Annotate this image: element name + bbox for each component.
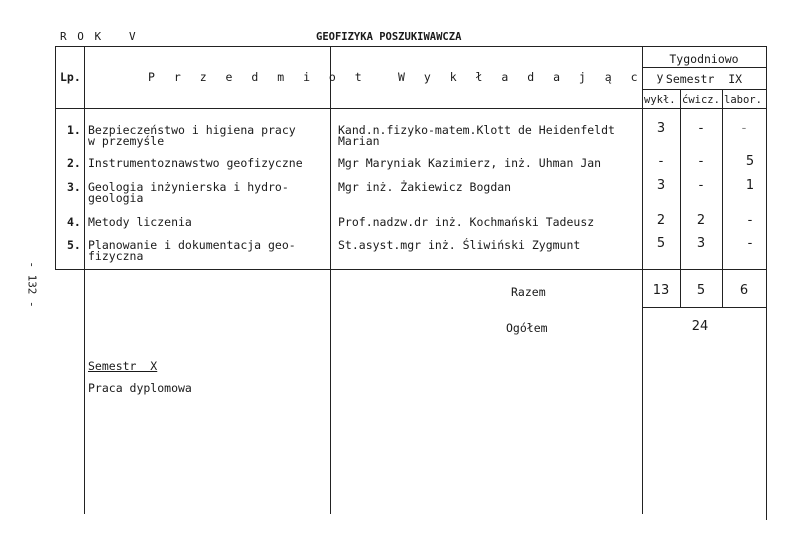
year-label: R O K V — [60, 30, 138, 43]
row-labs: - — [747, 236, 753, 251]
row-subject: Metody liczenia — [88, 215, 192, 229]
row-lecturer: Mgr inż. Żakiewicz Bogdan — [338, 180, 512, 194]
ogolem-label: Ogółem — [506, 321, 548, 335]
rows-bottom-border — [55, 269, 766, 270]
page-number: - 132 - — [25, 261, 39, 308]
row-lectures: 2 — [656, 213, 666, 228]
subject-column-divider — [330, 46, 331, 514]
weekly-divider — [642, 67, 766, 68]
row-exercises: - — [698, 121, 704, 136]
row-subject: Planowanie i dokumentacja geo- — [88, 238, 296, 252]
row-subject: Instrumentoznawstwo geofizyczne — [88, 156, 303, 170]
row-lectures: 3 — [656, 178, 666, 193]
row-lectures: - — [658, 154, 664, 169]
row-subject-cont: w przemyśle — [88, 134, 165, 148]
row-lectures: 5 — [656, 236, 666, 251]
table-top-border — [55, 46, 766, 47]
row-subject: Bezpieczeństwo i higiena pracy — [88, 123, 296, 137]
semester-header: Semestr IX — [665, 72, 743, 86]
lp-column-divider — [84, 46, 85, 514]
row-labs: - — [741, 121, 747, 136]
razem-bottom-border — [642, 307, 766, 308]
row-lecturer: Kand.n.fizyko-matem.Klott de Heidenfeldt — [338, 123, 615, 137]
razem-labs: 6 — [739, 283, 749, 298]
row-lecturer-cont: Marian — [338, 134, 380, 148]
row-subject-cont: geologia — [88, 191, 144, 205]
razem-lectures: 13 — [652, 283, 670, 298]
row-labs: 1 — [745, 178, 755, 193]
lecturer-column-divider — [642, 46, 643, 514]
weekly-header: Tygodniowo — [669, 52, 739, 66]
row-lp: 5. — [67, 238, 81, 252]
row-lp: 4. — [67, 215, 81, 229]
lp-header: Lp. — [60, 70, 81, 84]
row-exercises: 2 — [696, 213, 706, 228]
semester-x-title: Semestr X — [88, 359, 158, 373]
subject-header: P r z e d m i o t — [148, 70, 368, 84]
lectures-header: wykł. — [644, 94, 676, 106]
document-title: GEOFIZYKA POSZUKIWAWCZA — [316, 31, 462, 43]
semester-divider — [642, 89, 766, 90]
exercises-column-divider — [722, 89, 723, 307]
row-lecturer: Mgr Maryniak Kazimierz, inż. Uhman Jan — [338, 156, 602, 170]
row-subject-cont: fizyczna — [88, 249, 144, 263]
lecturer-header: W y k ł a d a j ą c y — [398, 70, 670, 84]
labs-header: labor. — [724, 94, 762, 106]
row-labs: 5 — [745, 154, 755, 169]
row-lp: 3. — [67, 180, 81, 194]
semester-x-item: Praca dyplomowa — [88, 381, 192, 395]
table-right-border — [766, 46, 767, 520]
table-left-border — [55, 46, 56, 269]
row-lp: 2. — [67, 156, 81, 170]
row-lecturer: Prof.nadzw.dr inż. Kochmański Tadeusz — [338, 215, 595, 229]
ogolem-value: 24 — [691, 319, 709, 334]
lectures-column-divider — [680, 89, 681, 307]
row-lp: 1. — [67, 123, 81, 137]
row-subject: Geologia inżynierska i hydro- — [88, 180, 289, 194]
exercises-header: ćwicz. — [682, 94, 720, 106]
row-lecturer: St.asyst.mgr inż. Śliwiński Zygmunt — [338, 238, 581, 252]
razem-label: Razem — [511, 285, 546, 299]
row-lectures: 3 — [656, 121, 666, 136]
row-labs: - — [747, 213, 753, 228]
row-exercises: - — [698, 178, 704, 193]
row-exercises: 3 — [696, 236, 706, 251]
row-exercises: - — [698, 154, 704, 169]
header-bottom-border — [55, 108, 766, 109]
razem-exercises: 5 — [696, 283, 706, 298]
